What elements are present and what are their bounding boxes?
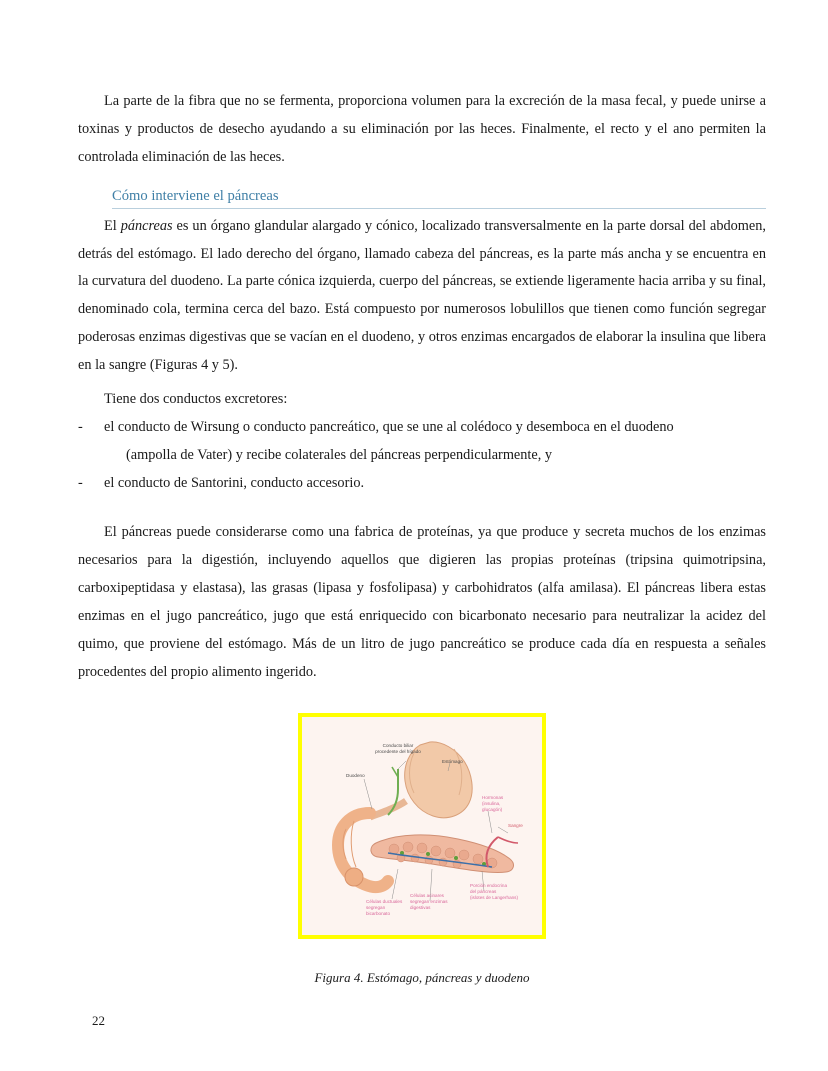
paragraph-fiber: La parte de la fibra que no se fermenta, proporciona volumen para la excreción de la masa fecal, y puede unirse a toxinas y productos de desecho ayudando a su eliminación por las heces. Finalmente, el recto y el ano permiten la controlada eliminación de las heces. (78, 93, 766, 165)
figure-frame (298, 713, 546, 939)
svg-text:Sangre: Sangre (508, 822, 523, 828)
paragraph-pancreas-lead: El (104, 217, 121, 234)
svg-text:segregan enzimas: segregan enzimas (410, 898, 448, 904)
svg-text:Células ductuales: Células ductuales (366, 898, 403, 904)
svg-text:Conducto biliar: Conducto biliar (382, 742, 414, 748)
list-marker: - (78, 418, 83, 435)
paragraph-two-ducts: Tiene dos conductos excretores: (104, 390, 288, 407)
svg-text:glucagón): glucagón) (482, 806, 503, 812)
list-item (78, 470, 766, 498)
list-item-text (104, 414, 766, 470)
svg-text:Estómago: Estómago (442, 758, 463, 764)
svg-text:procedente del hígado: procedente del hígado (375, 748, 421, 754)
svg-text:(insulina,: (insulina, (482, 800, 501, 806)
figure-caption: Figura 4. Estómago, páncreas y duodeno (314, 969, 530, 985)
list-item-text-line1: el conducto de Wirsung o conducto pancreático, que se une al colédoco y desemboca en el duodeno (104, 418, 674, 435)
list-item-text-line2: (ampolla de Vater) y recibe colaterales del páncreas perpendicularmente, y (126, 446, 553, 463)
list-item-text (104, 470, 766, 498)
svg-text:Hormonas: Hormonas (482, 794, 504, 800)
svg-text:Porción endocrina: Porción endocrina (470, 882, 508, 888)
pancreas-diagram (302, 717, 542, 935)
paragraph-protein-factory: El páncreas puede considerarse como una fabrica de proteínas, ya que produce y secreta muchos de los enzimas necesarios para la digestión, incluyendo aquellos que digieren las propias proteínas (tripsina quimotripsina, carboxipeptidasa y elastasa), las grasas (lipasa y fosfolipasa) y carbohidratos (alfa amilasa). El páncreas libera estas enzimas en el jugo pancreático, jugo que está enriquecido con bicarbonato necesario para neutralizar la acidez del quimo, que proviene del estómago. Más de un litro de jugo pancreático se produce cada día en respuesta a señales procedentes del propio alimento ingerido. (78, 524, 766, 680)
svg-text:del páncreas: del páncreas (470, 888, 497, 894)
svg-text:digestivas: digestivas (410, 904, 431, 910)
section-heading-pancreas: Cómo interviene el páncreas (112, 188, 766, 209)
paragraph-pancreas-rest: es un órgano glandular alargado y cónico, localizado transversalmente en la parte dorsal del abdomen, detrás del estómago. El lado derecho del órgano, llamado cabeza del páncreas, es la parte más ancha y se encuentra en la curvatura del duodeno. La parte cónica izquierda, cuerpo del páncreas, se extiende ligeramente hacia arriba y su final, denominado cola, termina cerca del bazo. Está compuesto por numerosos lobulillos que tienen como función segregar poderosas enzimas digestivas que se vacían en el duodeno, y otros enzimas encargados de elaborar la insulina que libera en la sangre (Figuras 4 y 5). (78, 217, 766, 373)
svg-text:bicarbonato: bicarbonato (366, 910, 391, 916)
svg-text:segregan: segregan (366, 904, 386, 910)
term-pancreas-italic: páncreas (120, 217, 173, 234)
figure-block (78, 713, 766, 986)
svg-text:Células acinares: Células acinares (410, 892, 444, 898)
paragraph-pancreas-description (78, 213, 766, 380)
page-number: 22 (92, 1013, 105, 1028)
section-heading-wrap (78, 188, 766, 209)
list-marker: - (78, 474, 83, 491)
list-item (78, 414, 766, 470)
list-item-text-line1: el conducto de Santorini, conducto accesorio. (104, 474, 365, 491)
svg-text:(islotes de Langerhans): (islotes de Langerhans) (470, 894, 519, 900)
svg-text:Duodeno: Duodeno (346, 772, 365, 778)
